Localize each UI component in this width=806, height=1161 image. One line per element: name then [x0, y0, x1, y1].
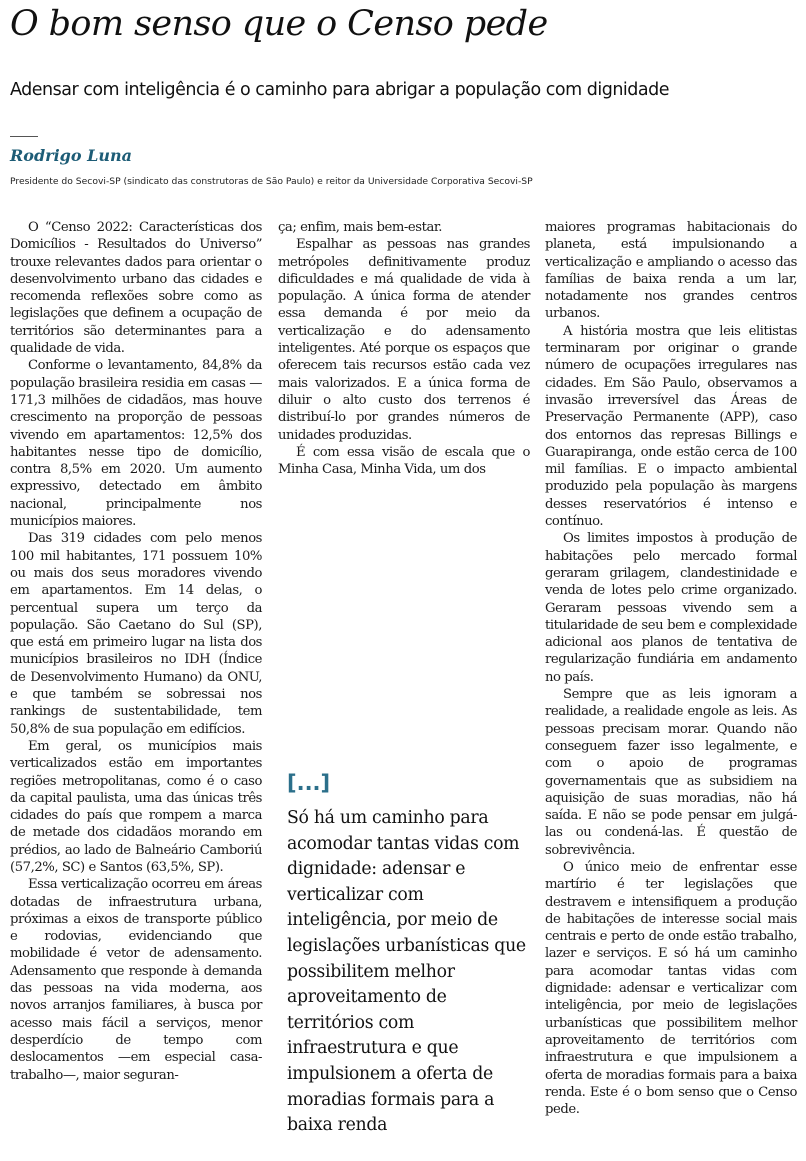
paragraph: O “Censo 2022: Características dos Domicílios - Resultados do Universo” trouxe relevantes dados para orientar o desenvolvimento urbano das cidades e recomenda reflexões sobre como as legislações que definem a ocupação de territórios são determinantes para a qualidade de vida. — [10, 220, 262, 357]
article-column-1 — [10, 219, 262, 1084]
pull-quote-text: Só há um caminho para acomodar tantas vidas com dignidade: adensar e verticalizar com inteligência, por meio de legislações urbanísticas que possibilitem melhor aproveitamento de territórios com infraestrutura e que impulsionem a oferta de moradias formais para a baixa renda — [287, 808, 526, 1136]
article-column-2 — [278, 219, 530, 478]
paragraph: Os limites impostos à produção de habitações pelo mercado formal geraram grilagem, clandestinidade e venda de lotes pelo crime organizado. Geraram pessoas vivendo sem a titularidade de seu bem e complexidade adicional aos planos de tentativa de regularização fundiária em andamento no país. — [545, 531, 797, 685]
paragraph: Em geral, os municípios mais verticalizados estão em importantes regiões metropolitanas, como é o caso da capital paulista, uma das únicas três cidades do país que rompem a marca de metade dos cidadãos morando em prédios, ao lado de Balneário Camboriú (57,2%, SC) e Santos (63,5%, SP). — [10, 738, 262, 875]
paragraph: Das 319 cidades com pelo menos 100 mil habitantes, 171 possuem 10% ou mais dos seus moradores vivendo em apartamentos. Em 14 delas, o percentual supera um terço da população. São Caetano do Sul (SP), que está em primeiro lugar na lista dos municípios brasileiros no IDH (Índice de Desenvolvimento Humano) da ONU, e que também se sobressai nos rankings de sustentabilidade, tem 50,8% de sua população em edifícios. — [10, 531, 262, 737]
pull-quote — [287, 770, 529, 1139]
subheadline: Adensar com inteligência é o caminho para abrigar a população com dignidade — [10, 80, 669, 100]
headline: O bom senso que o Censo pede — [10, 4, 548, 44]
article-column-3 — [545, 219, 797, 1118]
paragraph: ça; enfim, mais bem-estar. — [278, 220, 442, 235]
pull-quote-marker: [...] — [287, 771, 331, 795]
paragraph: A história mostra que leis elitistas terminaram por originar o grande número de ocupações irregulares nas cidades. Em São Paulo, observamos a invasão irreversível das Áreas de Preservação Permanente (APP), caso dos entornos das represas Billings e Guarapiranga, onde estão cerca de 100 mil famílias. E o impacto ambiental produzido pela população às margens desses reservatórios é intenso e contínuo. — [545, 323, 797, 530]
paragraph: O único meio de enfrentar esse martírio é ter legislações que destravem e intensifiquem a produção de habitações de interesse social mais centrais e perto de onde estão trabalho, lazer e serviços. E só há um caminho para acomodar tantas vidas com dignidade: adensar e verticalizar com inteligência, por meio de legislações urbanísticas que possibilitem melhor aproveitamento de territórios com infraestrutura e que impulsionem a oferta de moradias formais para a baixa renda. Este é o bom senso que o Censo pede. — [545, 859, 797, 1118]
paragraph: Conforme o levantamento, 84,8% da população brasileira residia em casas —171,3 milhões de cidadãos, mas houve crescimento na proporção de pessoas vivendo em apartamentos: 12,5% dos habitantes nesse tipo de domicílio, contra 8,5% em 2020. Um aumento expressivo, detectado em âmbito nacional, principalmente nos municípios maiores. — [10, 358, 262, 530]
paragraph: maiores programas habitacionais do planeta, está impulsionando a verticalização e ampliando o acesso das famílias de baixa renda a um lar, notadamente nos grandes centros urbanos. — [545, 220, 797, 322]
paragraph: É com essa visão de escala que o Minha Casa, Minha Vida, um dos — [278, 444, 530, 478]
paragraph: Sempre que as leis ignoram a realidade, a realidade engole as leis. As pessoas precisam morar. Quando não conseguem fazer isso legalmente, e com o apoio de programas governamentais que as subsidiem na aquisição de suas moradias, não há saída. E não se pode pensar em julgá-las ou condená-las. É questão de sobrevivência. — [545, 687, 797, 858]
paragraph: Espalhar as pessoas nas grandes metrópoles definitivamente produz dificuldades e má qualidade de vida à população. A única forma de atender essa demanda é por meio da verticalização e do adensamento inteligentes. Até porque os espaços que oferecem tais recursos estão cada vez mais valorizados. E a única forma de diluir o alto custo dos terrenos é distribuí-lo por grandes números de unidades produzidas. — [278, 237, 530, 443]
paragraph: Essa verticalização ocorreu em áreas dotadas de infraestrutura urbana, próximas a eixos de transporte público e rodovias, evidenciando que mobilidade é vetor de adensamento. Adensamento que responde à demanda das pessoas na vida moderna, aos novos arranjos familiares, à busca por acesso mais fácil a serviços, menor desperdício de tempo com deslocamentos —em especial casa-trabalho—, maior seguran- — [10, 877, 262, 1083]
author-name: Rodrigo Luna — [10, 146, 132, 165]
author-rule — [10, 136, 38, 137]
author-bio: Presidente do Secovi-SP (sindicato das construtoras de São Paulo) e reitor da Universidade Corporativa Secovi-SP — [10, 176, 533, 187]
